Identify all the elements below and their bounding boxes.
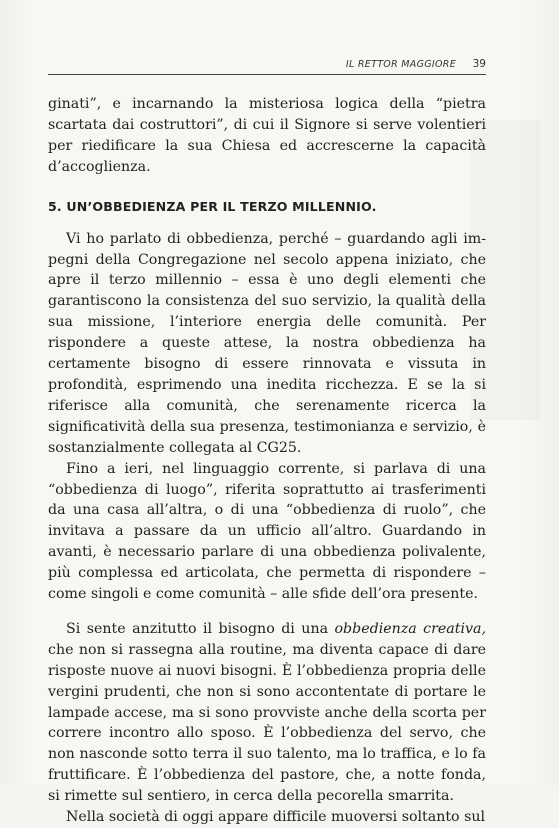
paragraph-text: che non si rassegna alla routine, ma diventa capace di dare risposte nuove ai nuovi bisogni. È l’obbedienza propria delle vergini prudenti, che non si sono accontentate di portare le lampade accese, ma si sono provviste anche della scorta per correre incontro allo sposo. È l’obbedienza del servo, che non nasconde sotto terra il suo talento, ma lo traffica, e lo fa fruttificare. È l’obbedienza del pastore, che, a notte fonda, si rimette sul sentiero, in cerca della pecorella smarrita. (48, 641, 486, 805)
emphasis-text: obbedienza creativa, (334, 620, 486, 637)
paragraph (48, 619, 486, 807)
page-number: 39 (472, 58, 486, 70)
paragraph: Vi ho parlato di obbedienza, perché – guardando agli impegni della Congregazione nel secolo appena iniziato, che apre il terzo millennio – essa è uno degli elementi che garantiscono la consistenza del suo servizio, la qualità della sua missione, l’interiore energia delle comunità. Per rispondere a queste attese, la nostra obbedienza ha certamente bisogno di essere rinnovata e vissuta in profondità, esprimendo una inedita ricchezza. E se la si riferisce alla comunità, che serenamente ricerca la significatività della sua presenza, testimonianza e servizio, è sostanzialmente collegata al CG25. (48, 230, 486, 456)
paragraph-text: Si sente anzitutto il bisogno di una (66, 620, 335, 637)
paragraph: Fino a ieri, nel linguaggio corrente, si parlava di una “obbedienza di luogo”, riferita soprattutto ai trasferimenti da una casa all’altra, o di una “obbedienza di ruolo”, che invitava a passare da un ufficio all’altro. Guardando in avanti, è necessario parlare di una obbedienza polivalente, più complessa ed articolata, che permetta di rispondere – come singoli e come comunità – alle sfide dell’ora presente. (48, 460, 486, 603)
running-header (48, 58, 486, 72)
header-rule (48, 74, 486, 75)
running-title: IL RETTOR MAGGIORE (345, 59, 456, 70)
paragraph-continuation: ginati”, e incarnando la misteriosa logica della “pietra scartata dai costruttori”, di cui il Signore si serve volentieri per riedificare la sua Chiesa ed accrescerne la capacità d’accoglienza. (48, 96, 486, 175)
section-heading: 5. UN’OBBEDIENZA PER IL TERZO MILLENNIO. (48, 198, 377, 214)
body-text (48, 94, 486, 828)
paragraph: Nella società di oggi appare difficile muoversi soltanto sul (66, 809, 486, 826)
